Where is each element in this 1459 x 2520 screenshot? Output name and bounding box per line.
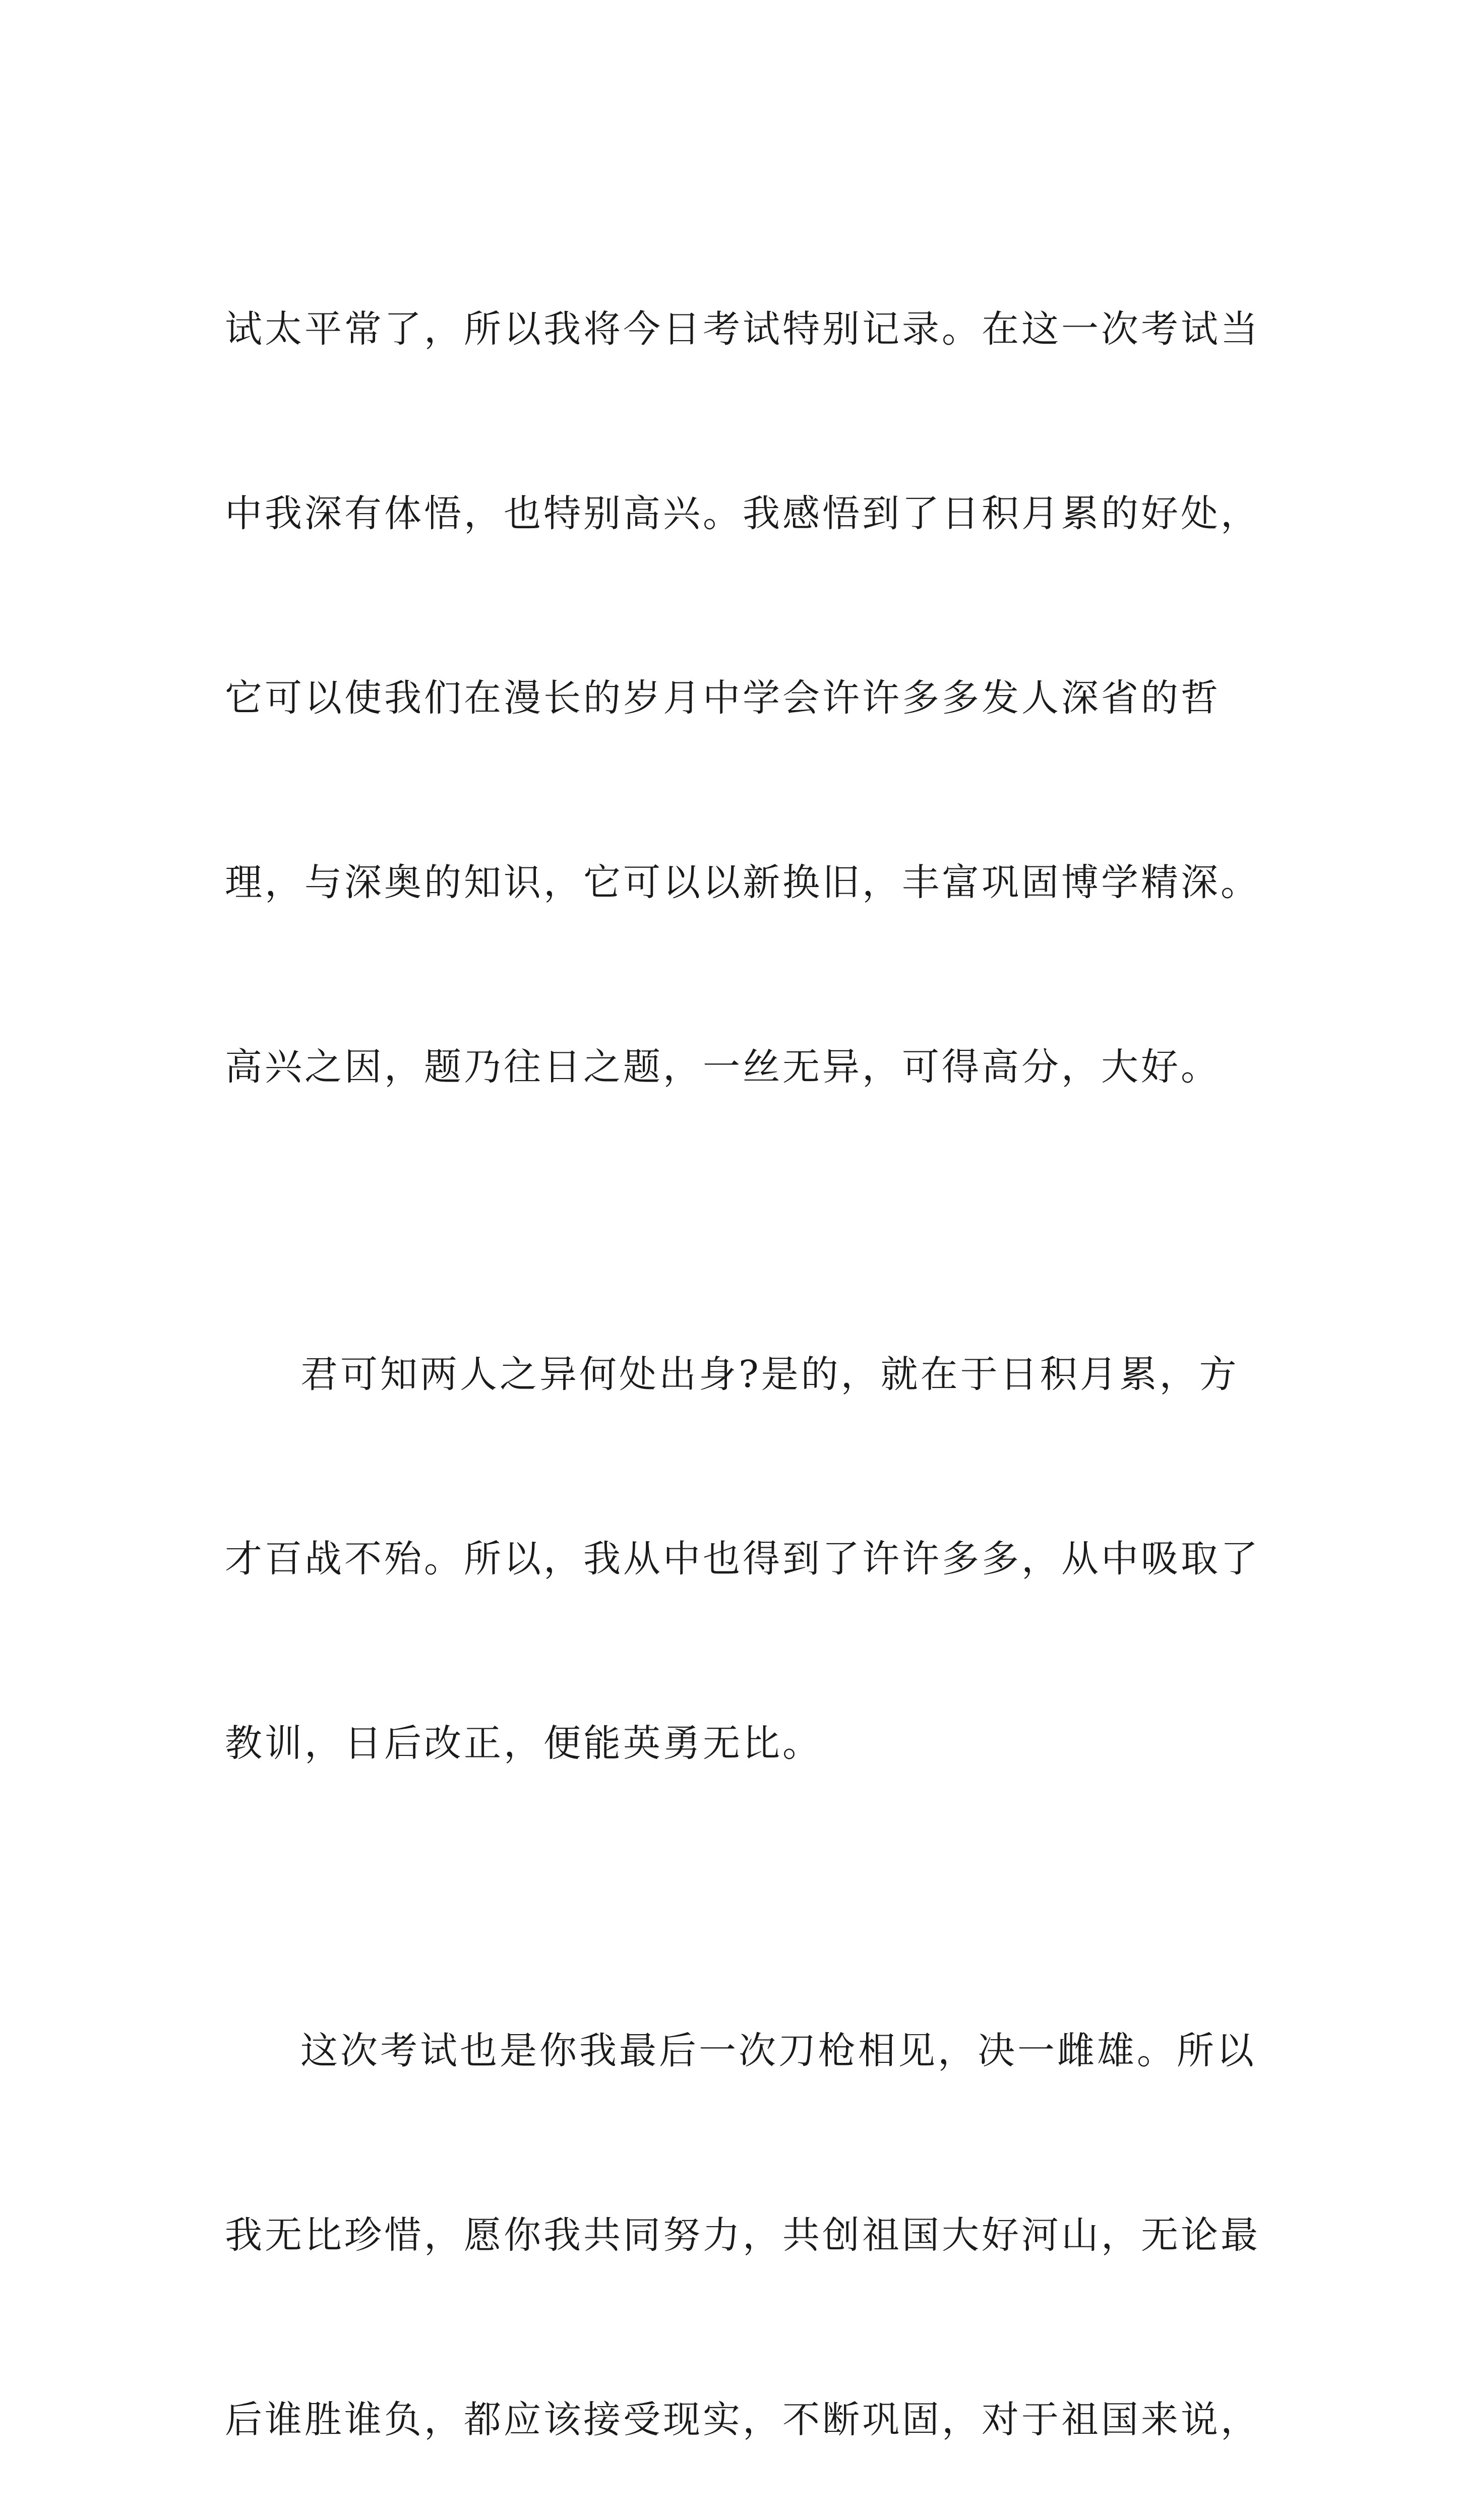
text-line: 君可知两人之异何处出身?是的，就在于日积月累，方 [300,1353,1239,1396]
text-line: 高兴之因，题乃往日之题，一丝无异，可得高分，大好。 [225,1045,1221,1089]
paragraph-3 [225,1897,1263,2520]
text-line: 后谁胜谁负，都应该接受现实，不断巩固，对于祖国来说， [225,2398,1260,2441]
text-line: 理，与深奥的知识，它可以以新换旧，丰富巩固博学精深。 [225,861,1260,904]
text-line: 中我深有体悟，也特别高兴。我感悟到了日积月累的好处， [225,492,1260,535]
text-line: 试太平常了，所以我将今日考试特别记录。在这一次考试当 [225,307,1260,351]
text-line: 它可以使我们在漫长的岁月中学会许许多多发人深省的哲 [225,676,1221,720]
document-body [225,175,1263,2520]
paragraph-1 [225,175,1263,1221]
paragraph-2 [225,1221,1263,1897]
text-line: 这次考试也是你我最后一次刀枪相见，决一雌雄。所以 [300,2029,1256,2072]
text-line: 教训，日后改正，便能英勇无比。 [225,1722,822,1765]
text-line: 我无比珍惜，愿你我共同努力，共创祖国大好河山，无论最 [225,2214,1260,2257]
text-line: 才百战不殆。所以，我从中也得到了许许多多，从中吸取了 [225,1537,1260,1581]
